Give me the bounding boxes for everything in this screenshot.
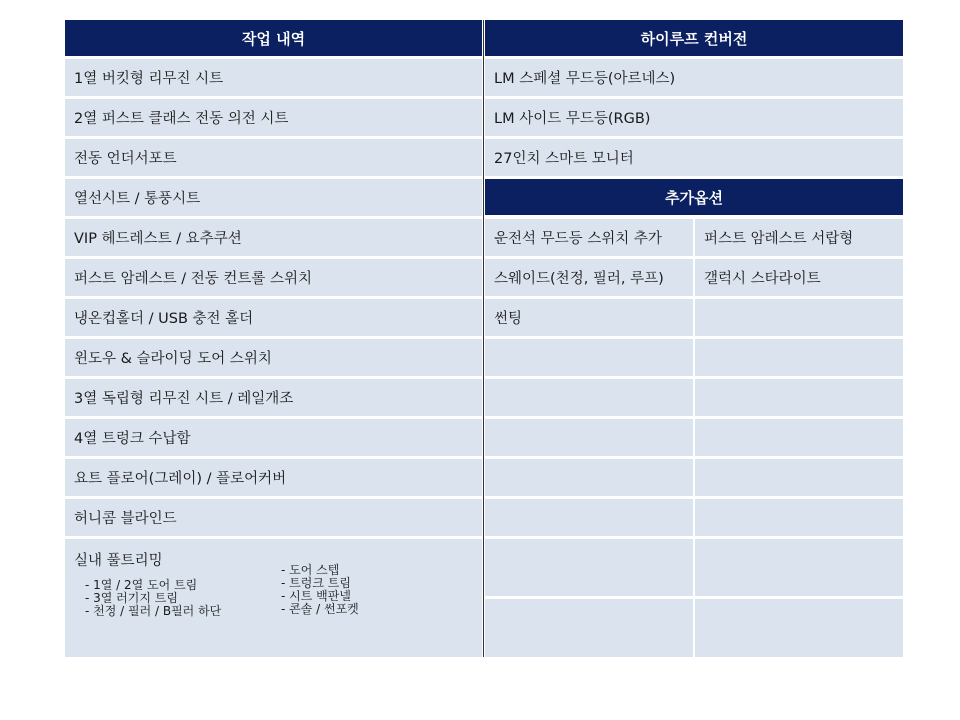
option-cell xyxy=(695,299,903,336)
option-cell xyxy=(485,539,693,596)
work-item: 2열 퍼스트 클래스 전동 의전 시트 xyxy=(65,99,482,136)
trim-detail-item: - 트렁크 트림 xyxy=(281,576,351,590)
option-cell xyxy=(695,599,903,657)
option-cell: 갤럭시 스타라이트 xyxy=(695,259,903,296)
option-cell: 스웨이드(천정, 필러, 루프) xyxy=(485,259,693,296)
option-cell: 썬팅 xyxy=(485,299,693,336)
trim-detail-item: - 콘솔 / 썬포켓 xyxy=(281,602,359,616)
option-cell: 운전석 무드등 스위치 추가 xyxy=(485,219,693,256)
work-item: 전동 언더서포트 xyxy=(65,139,482,176)
conversion-item: LM 스페셜 무드등(아르네스) xyxy=(485,59,903,96)
work-item xyxy=(65,539,482,657)
trim-detail-item: - 천정 / 필러 / B필러 하단 xyxy=(85,604,222,618)
option-cell xyxy=(695,539,903,596)
trim-detail-item: - 도어 스텝 xyxy=(281,563,340,577)
option-cell xyxy=(695,499,903,536)
work-item-label: 실내 풀트리밍 xyxy=(74,553,163,569)
work-item: 허니콤 블라인드 xyxy=(65,499,482,536)
option-cell: 퍼스트 암레스트 서랍형 xyxy=(695,219,903,256)
option-cell xyxy=(485,419,693,456)
trim-detail-item: - 1열 / 2열 도어 트림 xyxy=(85,578,198,592)
option-cell xyxy=(695,379,903,416)
work-item: 1열 버킷형 리무진 시트 xyxy=(65,59,482,96)
trim-detail-item: - 시트 백판넬 xyxy=(281,589,351,603)
option-cell xyxy=(485,599,693,657)
option-cell xyxy=(695,339,903,376)
work-item: 3열 독립형 리무진 시트 / 레일개조 xyxy=(65,379,482,416)
option-cell xyxy=(485,339,693,376)
trim-details-left xyxy=(85,579,221,618)
work-item: 4열 트렁크 수납함 xyxy=(65,419,482,456)
option-cell xyxy=(695,459,903,496)
option-cell xyxy=(485,459,693,496)
hilupe-conversion-header: 하이루프 컨버전 xyxy=(485,20,903,56)
option-cell xyxy=(485,379,693,416)
option-cell xyxy=(485,499,693,536)
work-item: 요트 플로어(그레이) / 플로어커버 xyxy=(65,459,482,496)
work-item: 냉온컵홀더 / USB 충전 홀더 xyxy=(65,299,482,336)
trim-detail-item: - 3열 러기지 트림 xyxy=(85,591,178,605)
work-item: 열선시트 / 통풍시트 xyxy=(65,179,482,216)
conversion-item: LM 사이드 무드등(RGB) xyxy=(485,99,903,136)
conversion-item: 27인치 스마트 모니터 xyxy=(485,139,903,176)
trim-details-right xyxy=(281,564,359,616)
work-table xyxy=(65,20,903,657)
work-item: 퍼스트 암레스트 / 전동 컨트롤 스위치 xyxy=(65,259,482,296)
column-divider xyxy=(483,20,484,657)
option-cell xyxy=(695,419,903,456)
work-item: 윈도우 & 슬라이딩 도어 스위치 xyxy=(65,339,482,376)
additional-options-header: 추가옵션 xyxy=(485,179,903,215)
work-history-header: 작업 내역 xyxy=(65,20,482,56)
work-item: VIP 헤드레스트 / 요추쿠션 xyxy=(65,219,482,256)
